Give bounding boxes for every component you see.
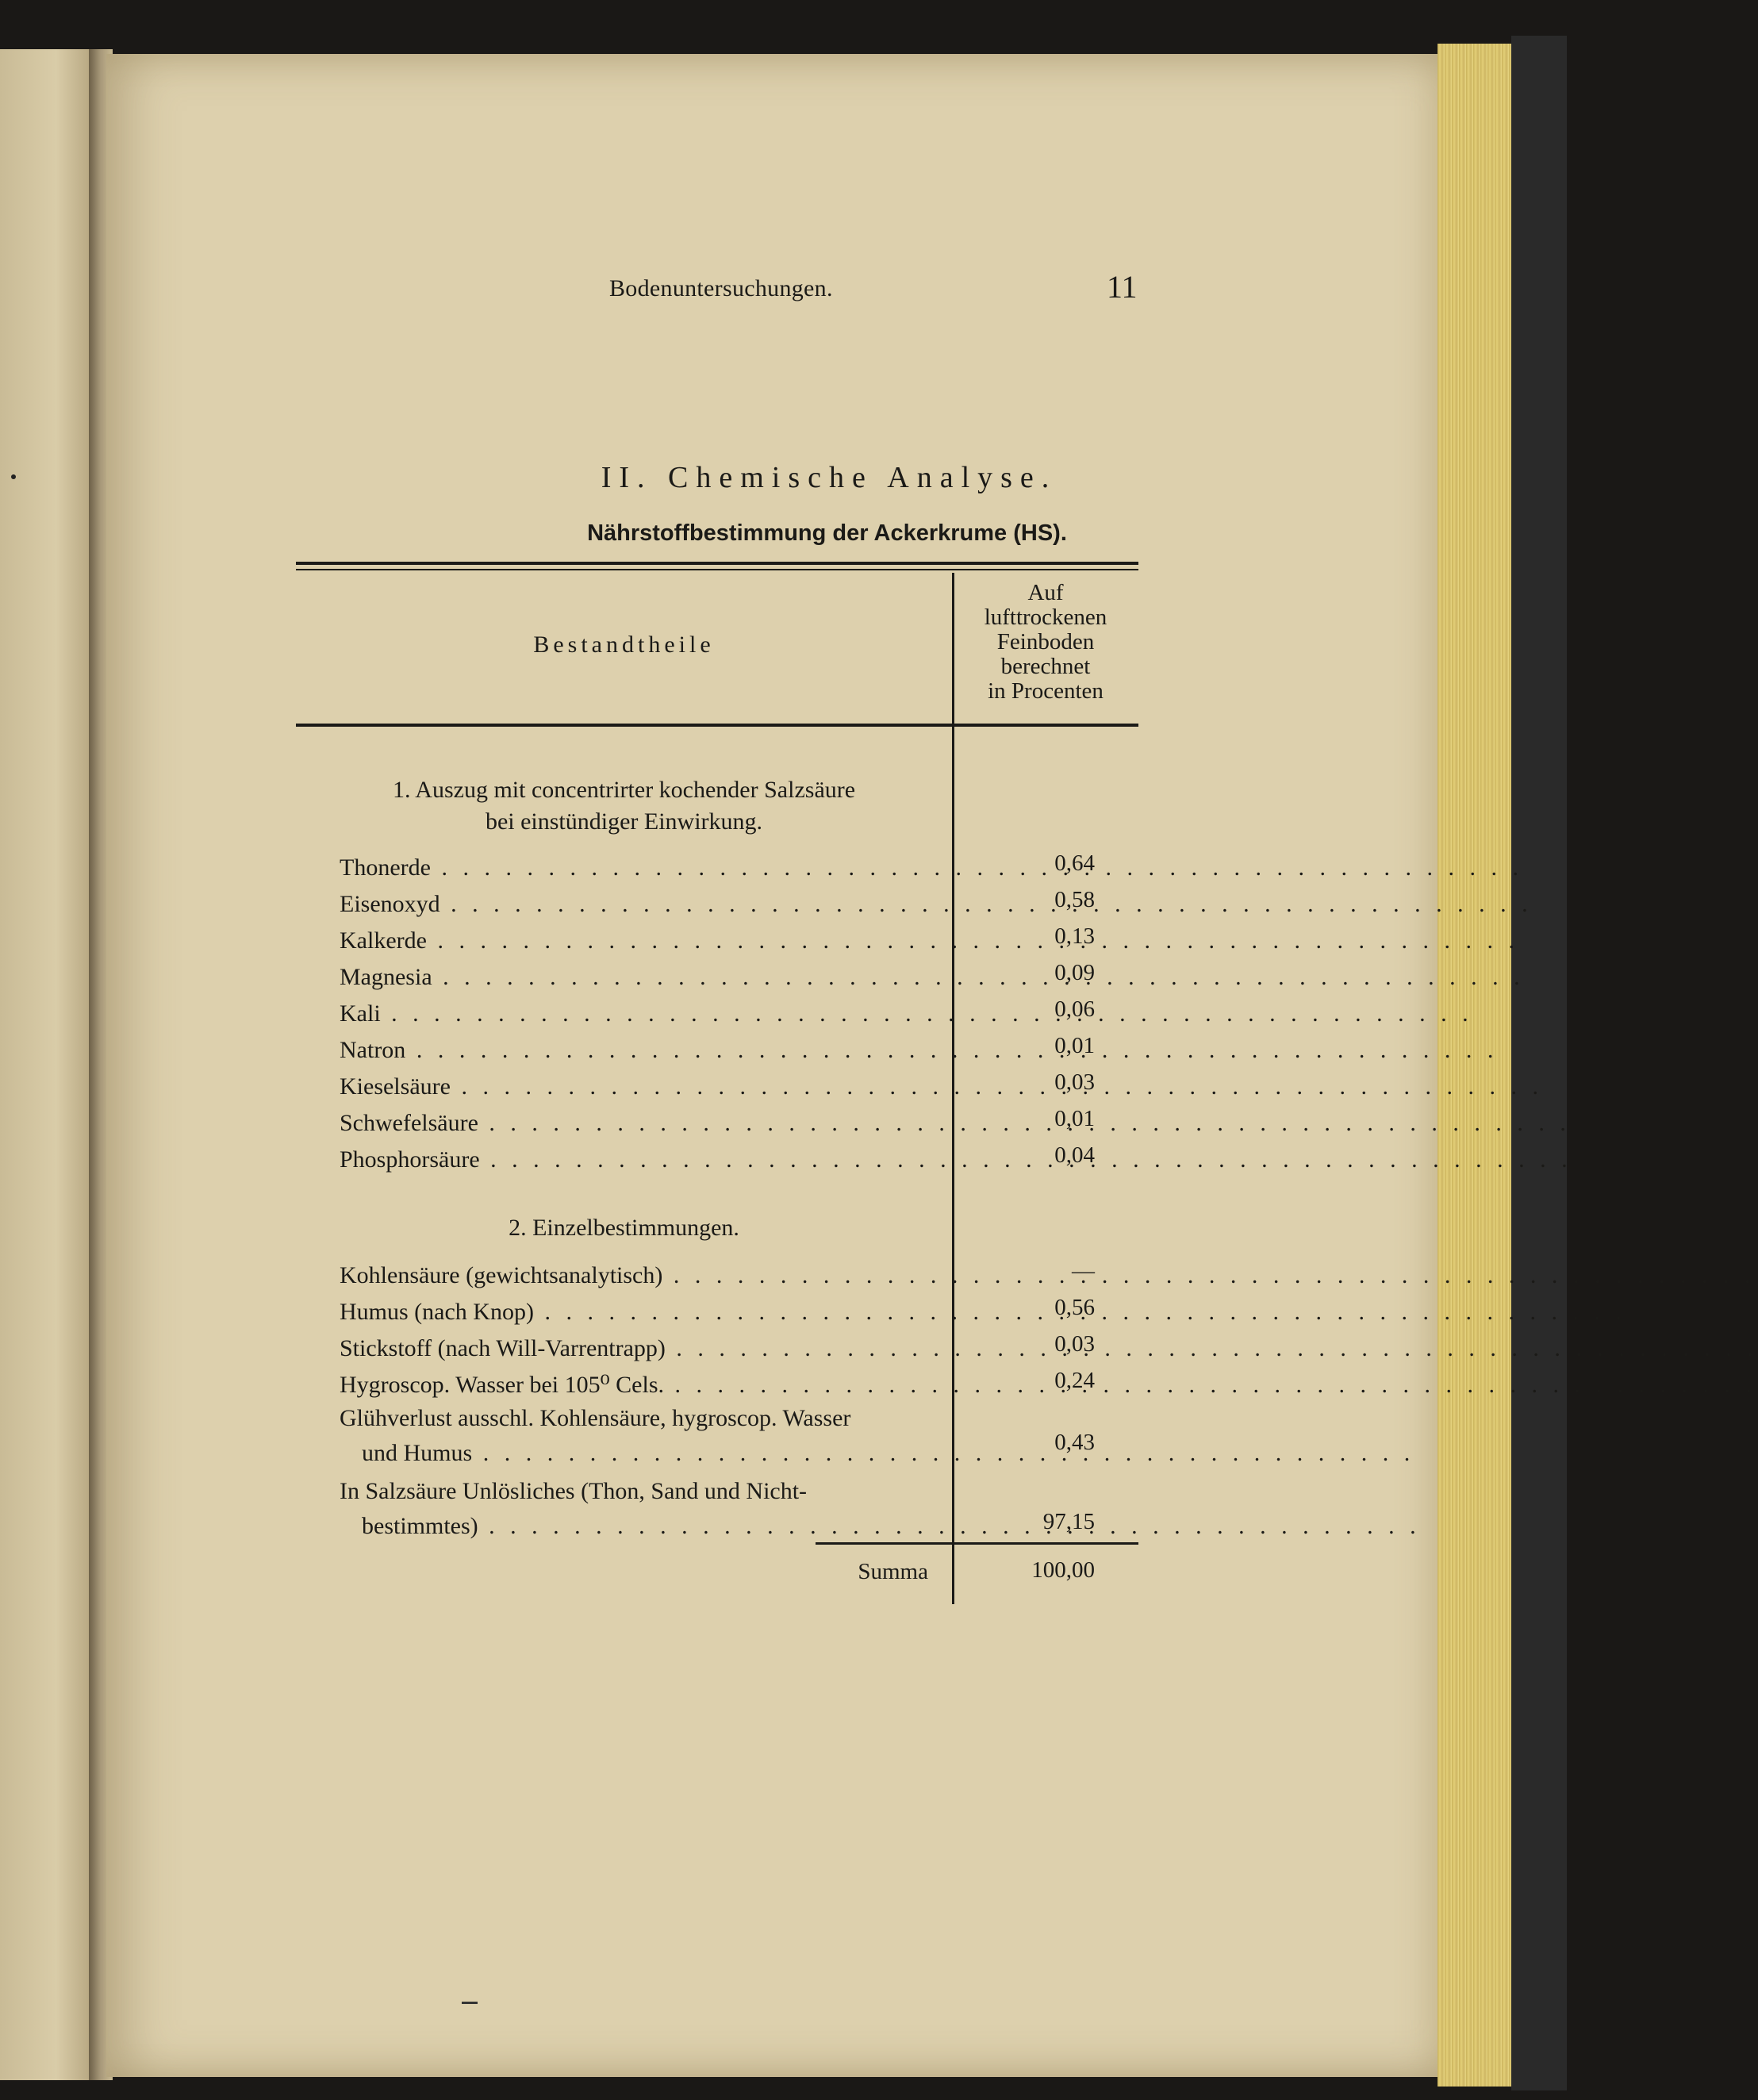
row-label-line2: bestimmtes) . . . (362, 1509, 931, 1544)
header-rule (296, 724, 1138, 727)
print-mark (462, 2002, 478, 2004)
row-label: Magnesia . . . (340, 960, 931, 995)
row-label: Thonerde . . . (340, 850, 931, 885)
header-line: Feinboden (996, 629, 1095, 655)
row-value: 0,03 (1054, 1069, 1095, 1095)
row-label: Kali . . . (340, 996, 931, 1031)
header-line: berechnet (1000, 654, 1091, 679)
header-line: in Procenten (988, 678, 1104, 704)
row-value: 0,09 (1054, 960, 1095, 985)
row-label (340, 1474, 931, 1539)
sum-rule (816, 1542, 1138, 1545)
table-row (0, 1142, 1587, 1177)
row-label: Humus (nach Knop) . . . (340, 1295, 931, 1330)
row-value: 0,24 (1054, 1368, 1095, 1393)
table-row (0, 1331, 1587, 1366)
row-label (340, 1401, 931, 1466)
group-title: 1. Auszug mit concentrirter kochender Salzsäure (392, 777, 856, 803)
row-label: Kalkerde . . . (340, 923, 931, 958)
top-rule (296, 562, 1138, 565)
row-value: 0,01 (1054, 1033, 1095, 1058)
row-label: Eisenoxyd . . . (340, 887, 931, 922)
row-label: Hygroscop. Wasser bei 105⁰ Cels. . . . (340, 1368, 931, 1403)
row-value: 0,04 (1054, 1142, 1095, 1168)
table-subtitle: Nährstoffbestimmung der Ackerkrume (HS). (587, 520, 1067, 546)
table-row (0, 1474, 1587, 1545)
row-label: Natron . . . (340, 1033, 931, 1068)
table-row (0, 1368, 1587, 1403)
row-label: Kohlensäure (gewichtsanalytisch) . . . (340, 1258, 931, 1293)
sum-value: 100,00 (1031, 1557, 1095, 1583)
row-value: 0,03 (1054, 1331, 1095, 1357)
table-row (0, 850, 1587, 885)
row-value: 0,01 (1054, 1106, 1095, 1131)
header-line: Auf (1027, 580, 1064, 605)
header-line: lufttrockenen (984, 605, 1107, 630)
section-title: II. Chemische Analyse. (601, 461, 1057, 494)
running-title: Bodenuntersuchungen. (609, 275, 833, 301)
group-title: 2. Einzelbestimmungen. (509, 1215, 739, 1241)
top-rule-thin (296, 569, 1138, 570)
table-row (0, 1106, 1587, 1141)
row-value: — (1072, 1258, 1095, 1284)
table-row (0, 1033, 1587, 1068)
row-label: Stickstoff (nach Will-Varrentrapp) . . . (340, 1331, 931, 1366)
row-value: 0,13 (1054, 923, 1095, 949)
row-label-line2: und Humus . . . (362, 1436, 931, 1471)
row-label-line1: Glühverlust ausschl. Kohlensäure, hygroscop. Wasser (340, 1405, 851, 1431)
page-number: 11 (1107, 269, 1138, 305)
table-row (0, 887, 1587, 922)
table-row (0, 996, 1587, 1031)
column-header-right (954, 581, 1137, 704)
table-row (0, 1258, 1587, 1293)
table-row (0, 960, 1587, 995)
row-label: Phosphorsäure . . . (340, 1142, 931, 1177)
row-value: 97,15 (1042, 1509, 1095, 1534)
group-title: bei einstündiger Einwirkung. (485, 808, 763, 835)
table-row (0, 1069, 1587, 1104)
column-header-left: Bestandtheile (533, 632, 715, 658)
sum-label: Summa (858, 1559, 928, 1584)
row-value: 0,56 (1054, 1295, 1095, 1320)
row-label: Schwefelsäure . . . (340, 1106, 931, 1141)
row-label-line1: In Salzsäure Unlösliches (Thon, Sand und Nicht- (340, 1478, 808, 1504)
table-row (0, 923, 1587, 958)
table-row (0, 1295, 1587, 1330)
row-value: 0,43 (1054, 1430, 1095, 1455)
row-label: Kieselsäure . . . (340, 1069, 931, 1104)
table-row (0, 1401, 1587, 1472)
row-value: 0,06 (1054, 996, 1095, 1022)
row-value: 0,64 (1054, 850, 1095, 876)
row-value: 0,58 (1054, 887, 1095, 912)
